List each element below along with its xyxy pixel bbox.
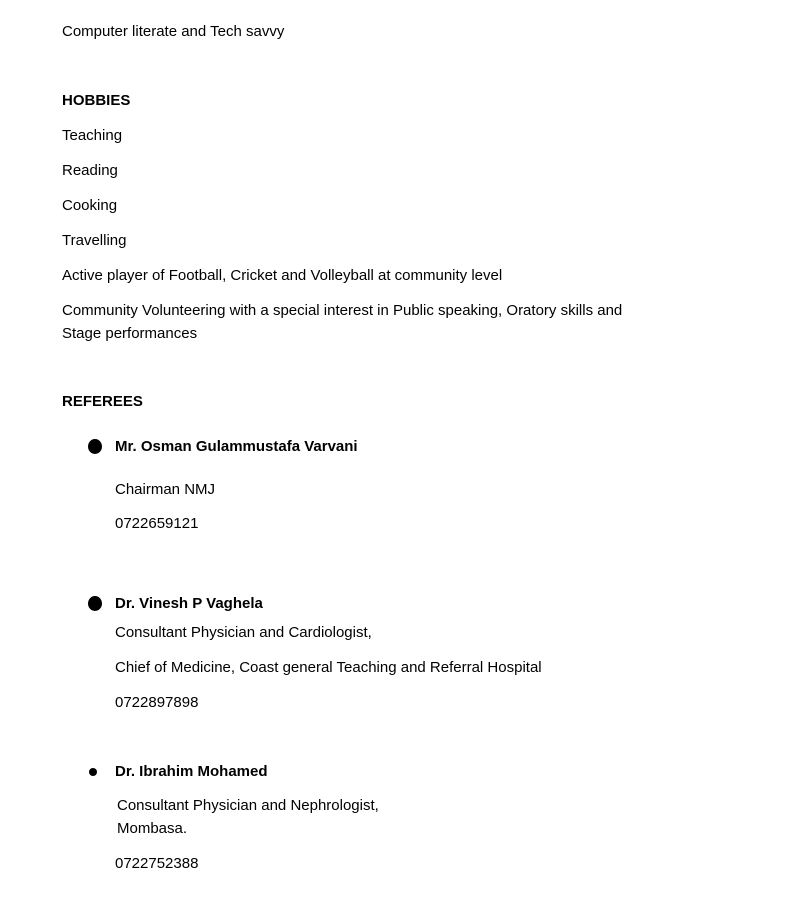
hobby-item: Active player of Football, Cricket and Volleyball at community level bbox=[62, 267, 503, 284]
referee-role bbox=[117, 794, 766, 840]
hobby-item-volunteering bbox=[62, 299, 766, 345]
referee-phone: 0722897898 bbox=[115, 694, 199, 711]
referee-entry-name bbox=[115, 592, 766, 615]
referee-role: Consultant Physician and Cardiologist, bbox=[115, 624, 372, 641]
referee-phone: 0722752388 bbox=[115, 855, 199, 872]
referee-role: Chairman NMJ bbox=[115, 481, 216, 498]
referee-role: Chief of Medicine, Coast general Teaching and Referral Hospital bbox=[115, 659, 542, 676]
section-heading-hobbies: HOBBIES bbox=[62, 92, 131, 109]
volunteering-line-1: Community Volunteering with a special interest in Public speaking, Oratory skills and bbox=[62, 302, 623, 319]
referee-entry-name bbox=[115, 435, 766, 458]
hobby-item: Cooking bbox=[62, 197, 118, 214]
bullet-icon bbox=[89, 768, 97, 776]
bullet-icon bbox=[88, 439, 102, 454]
referee-role-line-1: Consultant Physician and Nephrologist, bbox=[117, 797, 379, 814]
section-heading-referees: REFEREES bbox=[62, 393, 143, 410]
referee-name-text: Mr. Osman Gulammustafa Varvani bbox=[115, 438, 358, 455]
hobby-item: Teaching bbox=[62, 127, 123, 144]
skill-line: Computer literate and Tech savvy bbox=[62, 23, 285, 40]
referee-phone: 0722659121 bbox=[115, 515, 199, 532]
volunteering-line-2: Stage performances bbox=[62, 325, 198, 342]
hobby-item: Reading bbox=[62, 162, 118, 179]
referee-name-text: Dr. Vinesh P Vaghela bbox=[115, 595, 263, 612]
referee-role-line-2: Mombasa. bbox=[117, 820, 188, 837]
referee-entry-name bbox=[115, 760, 766, 783]
referee-name-text: Dr. Ibrahim Mohamed bbox=[115, 763, 268, 780]
bullet-icon bbox=[88, 596, 102, 611]
hobby-item: Travelling bbox=[62, 232, 127, 249]
